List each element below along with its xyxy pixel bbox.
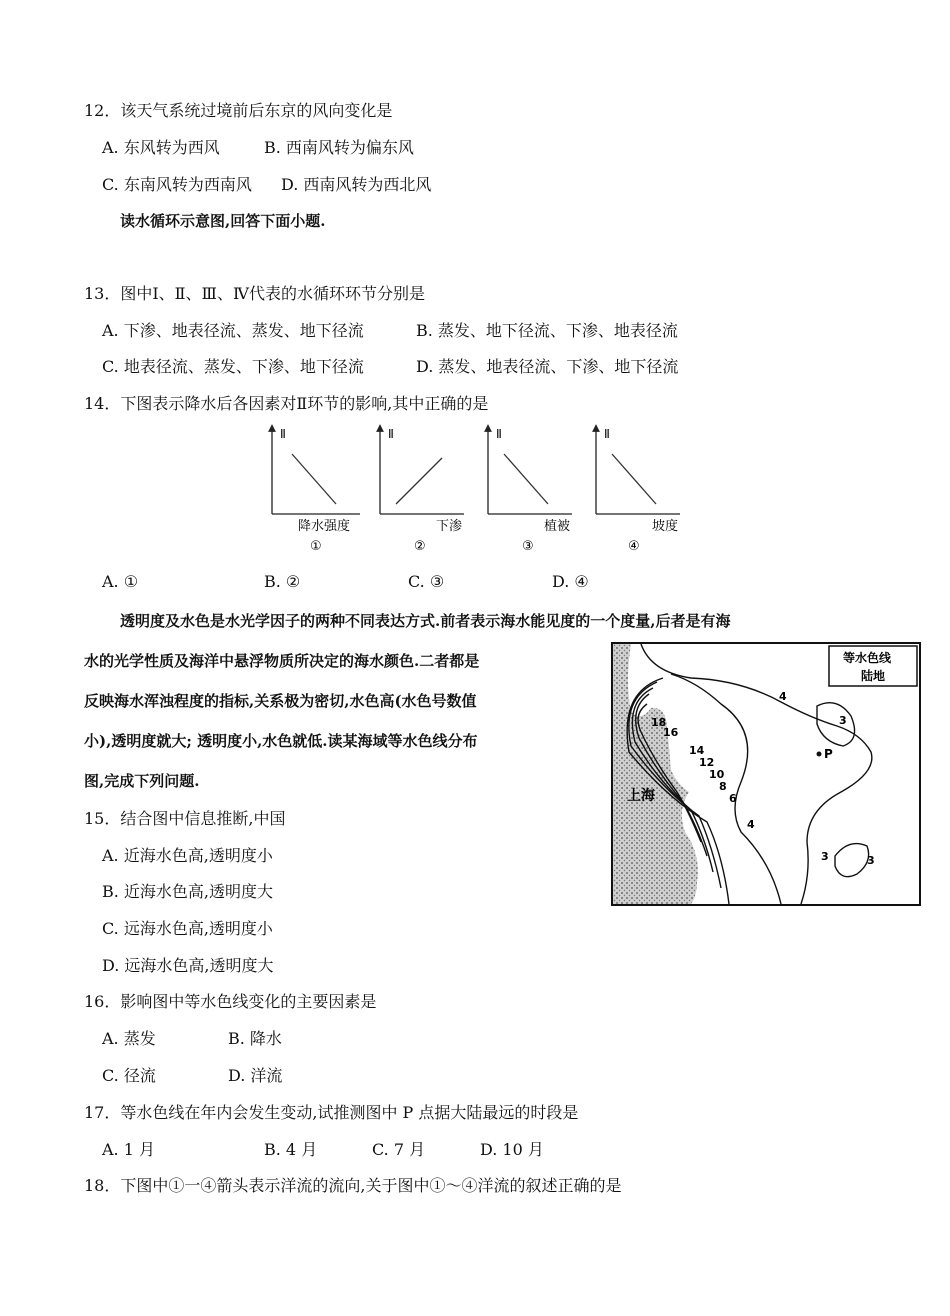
water-cycle-intro: 读水循环示意图,回答下面小题.: [120, 212, 326, 230]
q16-stem: 16．影响图中等水色线变化的主要因素是: [84, 992, 377, 1011]
q13-option-b: B. 蒸发、地下径流、下渗、地表径流: [416, 321, 678, 340]
contour-label: 8: [719, 780, 727, 793]
graph-4-number: ④: [628, 539, 640, 554]
q12-option-b: B. 西南风转为偏东风: [264, 138, 414, 157]
graph-3-x-label: 植被: [544, 519, 571, 534]
graph-1-number: ①: [310, 539, 322, 554]
graph-1-y-label: Ⅱ: [280, 427, 286, 441]
q17-option-b: B. 4 月: [264, 1140, 318, 1159]
q14-graphs: [260, 422, 700, 557]
graph-2-trend-line: [396, 458, 442, 504]
graph-3-y-label: Ⅱ: [496, 427, 502, 441]
q17-option-c: C. 7 月: [372, 1140, 426, 1159]
q13-option-a: A. 下渗、地表径流、蒸发、地下径流: [102, 321, 364, 340]
graph-4-trend-line: [612, 454, 656, 504]
passage-line-1: 透明度及水色是水光学因子的两种不同表达方式.前者表示海水能见度的一个度量,后者是有海: [120, 612, 731, 630]
q18-stem: 18．下图中①一④箭头表示洋流的流向,关于图中①～④洋流的叙述正确的是: [84, 1176, 622, 1195]
contour-label: 14: [689, 744, 705, 757]
graph-3-trend-line: [504, 454, 548, 504]
q12-option-c: C. 东南风转为西南风: [102, 175, 252, 194]
q12-option-d: D. 西南风转为西北风: [281, 175, 432, 194]
q14-option-d: D. ④: [552, 572, 589, 591]
q15-stem: 15．结合图中信息推断,中国: [84, 809, 286, 828]
graph-4-x-label: 坡度: [652, 519, 679, 534]
q15-option-a: A. 近海水色高,透明度小: [102, 846, 273, 865]
graph-2-number: ②: [414, 539, 426, 554]
point-p-marker: [817, 752, 822, 757]
q14-option-a: A. ①: [102, 572, 139, 591]
contour-label: 16: [663, 726, 679, 739]
sea-color-map: [611, 642, 921, 906]
q13-stem: 13．图中Ⅰ、Ⅱ、Ⅲ、Ⅳ代表的水循环环节分别是: [84, 284, 425, 303]
legend-contour-label: 等水色线: [843, 651, 892, 665]
q17-option-d: D. 10 月: [480, 1140, 544, 1159]
graph-3-number: ③: [522, 539, 534, 554]
q12-option-a: A. 东风转为西风: [102, 138, 220, 157]
contour-label: 4: [747, 818, 755, 831]
graph-2: [380, 427, 464, 554]
graph-1-trend-line: [292, 454, 336, 504]
graph-3: [488, 427, 572, 554]
passage-line-5: 图,完成下列问题.: [84, 772, 200, 790]
q13-option-c: C. 地表径流、蒸发、下渗、地下径流: [102, 357, 364, 376]
contour-label: 12: [699, 756, 715, 769]
graph-4: [596, 427, 680, 554]
q15-option-c: C. 远海水色高,透明度小: [102, 919, 273, 938]
contour-label: 18: [651, 716, 667, 729]
q16-option-b: B. 降水: [228, 1029, 282, 1048]
q16-option-d: D. 洋流: [228, 1066, 283, 1085]
passage-line-2: 水的光学性质及海洋中悬浮物质所决定的海水颜色.二者都是: [84, 652, 480, 670]
q12-stem: 12．该天气系统过境前后东京的风向变化是: [84, 101, 393, 120]
contour-label: 3: [867, 854, 875, 867]
passage-line-4: 小),透明度就大; 透明度小,水色就低.读某海域等水色线分布: [84, 732, 478, 750]
graph-1: [272, 427, 360, 554]
graph-2-x-label: 下渗: [436, 519, 463, 534]
q15-option-d: D. 远海水色高,透明度大: [102, 956, 274, 975]
contour-label: 3: [839, 714, 847, 727]
graph-1-x-label: 降水强度: [298, 519, 351, 534]
contour-label: 6: [729, 792, 737, 805]
q17-stem: 17．等水色线在年内会发生变动,试推测图中 P 点据大陆最远的时段是: [84, 1103, 579, 1122]
q14-stem: 14．下图表示降水后各因素对Ⅱ环节的影响,其中正确的是: [84, 394, 489, 413]
graph-2-y-label: Ⅱ: [388, 427, 394, 441]
q14-option-c: C. ③: [408, 572, 445, 591]
q15-option-b: B. 近海水色高,透明度大: [102, 882, 274, 901]
point-p-label: P: [824, 747, 833, 761]
contour-label: 3: [821, 850, 829, 863]
city-label: 上海: [627, 788, 655, 804]
q14-option-b: B. ②: [264, 572, 301, 591]
contour-label: 10: [709, 768, 725, 781]
contour-label: 4: [779, 690, 787, 703]
q16-option-a: A. 蒸发: [102, 1029, 156, 1048]
q13-option-d: D. 蒸发、地表径流、下渗、地下径流: [416, 357, 679, 376]
graph-4-y-label: Ⅱ: [604, 427, 610, 441]
passage-line-3: 反映海水浑浊程度的指标,关系极为密切,水色高(水色号数值: [84, 692, 477, 710]
legend-land-label: 陆地: [861, 669, 886, 683]
q17-option-a: A. 1 月: [102, 1140, 155, 1159]
q16-option-c: C. 径流: [102, 1066, 156, 1085]
